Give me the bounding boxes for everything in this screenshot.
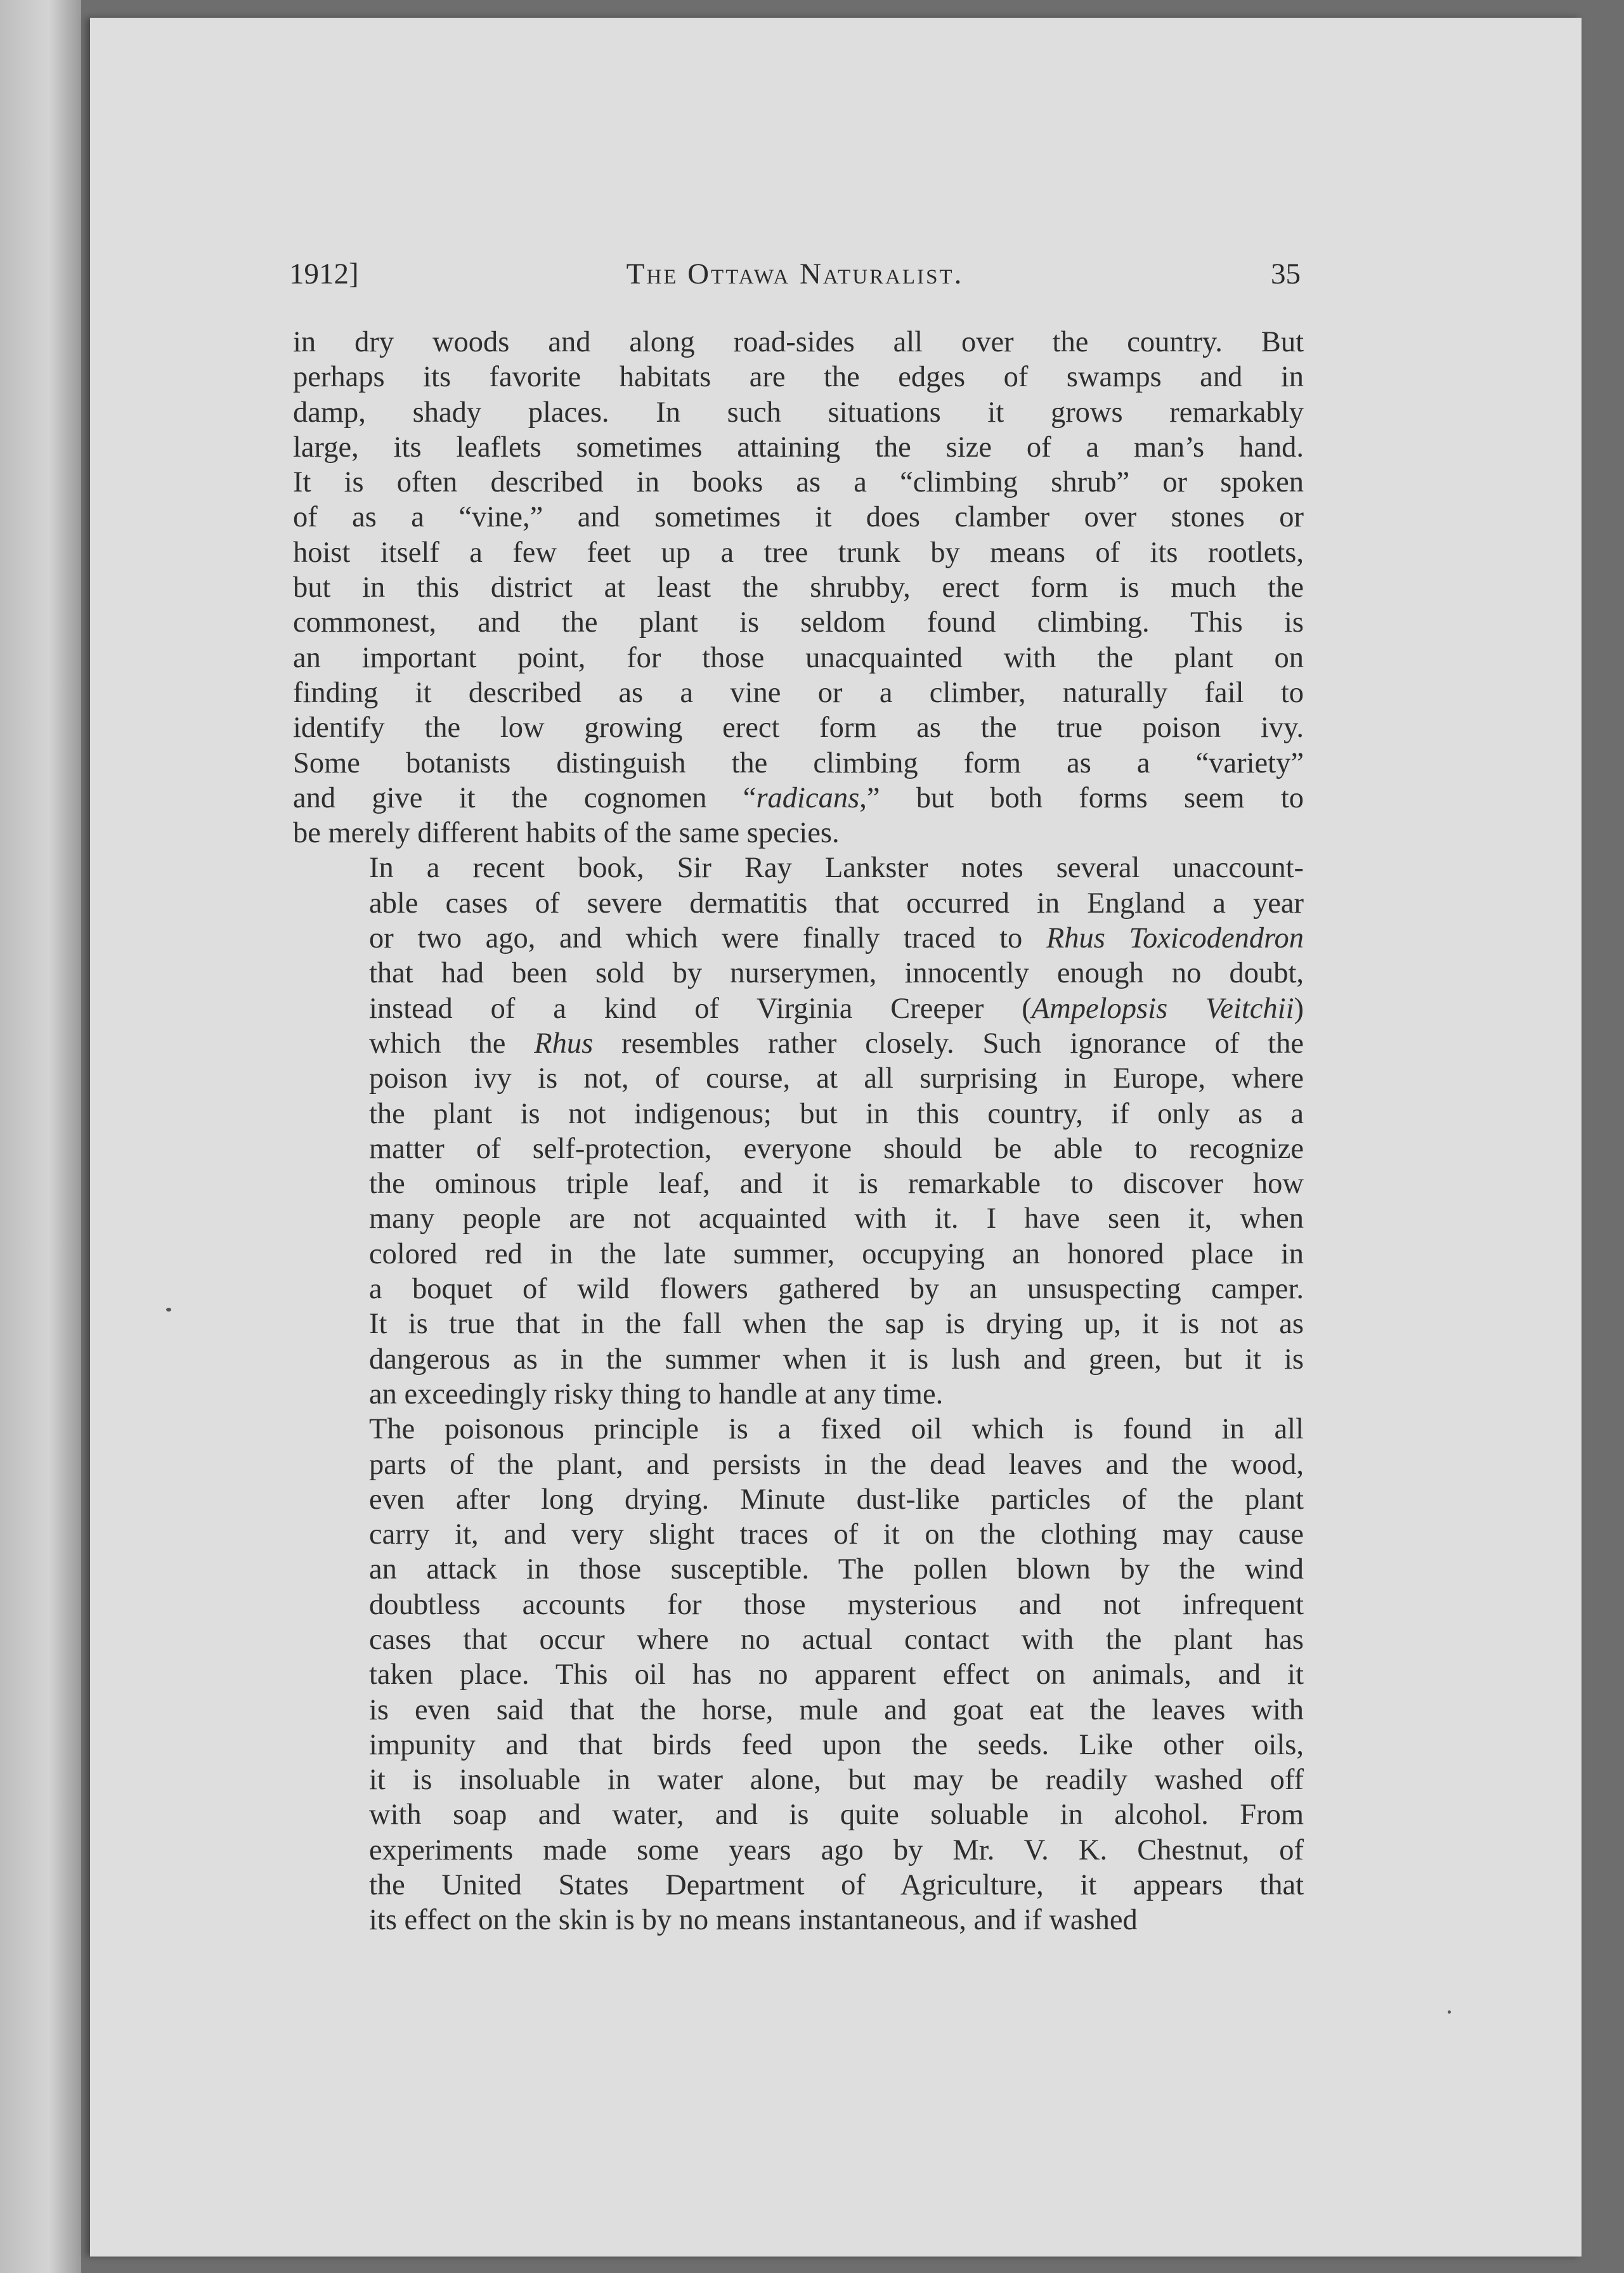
text-line [293,325,1304,360]
text-line [293,816,1304,850]
text-line [293,675,1304,710]
text-run: dangerous as in the summer when it is lush and green, but it is [369,1343,1304,1376]
text-line [293,1797,1304,1832]
text-line [293,360,1304,394]
text-line [293,1342,1304,1377]
text-line [293,430,1304,465]
text-line [293,1622,1304,1657]
text-run: an exceedingly risky thing to handle at any time. [369,1377,944,1410]
scan-speck [166,1308,171,1312]
text-run: it is insoluable in water alone, but may be readily washed off [369,1764,1304,1797]
text-run: In a recent book, Sir Ray Lankster notes several unaccount- [369,852,1304,885]
text-line [293,1412,1304,1447]
text-line [293,1131,1304,1166]
text-line [293,1097,1304,1131]
text-run: instead of a kind of Virginia Creeper ( [369,992,1032,1025]
text-run: and give it the cognomen “ [293,781,757,814]
page-number: 35 [1271,257,1301,290]
text-line [293,605,1304,640]
text-line [293,1657,1304,1692]
text-line [293,1868,1304,1903]
text-run: The poisonous principle is a fixed oil which is found in all [369,1413,1304,1446]
text-line [293,1482,1304,1517]
paragraph [293,325,1304,850]
text-line [293,535,1304,570]
italic-term: radicans [756,781,860,814]
text-line [293,1306,1304,1341]
text-line [293,1447,1304,1482]
text-line [293,1061,1304,1096]
text-line [293,710,1304,745]
text-run: colored red in the late summer, occupying an honored place in [369,1237,1304,1270]
text-run: large, its leaflets sometimes attaining the size of a man’s hand. [293,431,1304,464]
running-head [289,249,1301,299]
previous-page-edge [0,0,81,2273]
text-line [293,465,1304,500]
text-line [293,1552,1304,1587]
journal-title: The Ottawa Naturalist. [626,257,964,290]
text-run: many people are not acquainted with it. I have seen it, when [369,1202,1304,1235]
italic-term: Rhus [534,1027,594,1060]
text-line [293,1693,1304,1728]
text-run: the United States Department of Agriculture, it appears that [369,1869,1304,1902]
text-run: a boquet of wild flowers gathered by an unsuspecting camper. [369,1273,1304,1306]
text-line [293,641,1304,675]
text-line [293,1833,1304,1868]
header-year: 1912] [289,257,359,290]
text-run: or two ago, and which were finally traced to [369,922,1046,955]
text-run: commonest, and the plant is seldom found climbing. This is [293,606,1304,639]
text-run: carry it, and very slight traces of it on the clothing may cause [369,1518,1304,1551]
text-run: even after long drying. Minute dust-like particles of the plant [369,1483,1304,1516]
text-run: finding it described as a vine or a climber, naturally fail to [293,676,1304,709]
text-line [293,500,1304,535]
text-run: matter of self-protection, everyone should be able to recognize [369,1132,1304,1165]
text-line [293,1728,1304,1762]
text-run: is even said that the horse, mule and goat eat the leaves with [369,1693,1304,1726]
text-line [293,991,1304,1026]
text-run: be merely different habits of the same species. [293,817,840,850]
text-run: in dry woods and along road-sides all over the country. But [293,326,1304,358]
text-line [293,850,1304,885]
paragraph [293,850,1304,1412]
text-run: damp, shady places. In such situations it grows remarkably [293,396,1304,429]
text-line [293,1903,1304,1938]
text-run: which the [369,1027,535,1060]
text-run: ,” but both forms seem to [859,781,1304,814]
text-line [293,1762,1304,1797]
text-line [293,1377,1304,1412]
text-line [293,1166,1304,1201]
text-run: poison ivy is not, of course, at all surprising in Europe, where [369,1062,1304,1095]
text-run: of as a “vine,” and sometimes it does clamber over stones or [293,501,1304,534]
text-run: impunity and that birds feed upon the seeds. Like other oils, [369,1728,1304,1761]
text-run: but in this district at least the shrubby, erect form is much the [293,571,1304,604]
text-run: Some botanists distinguish the climbing form as a “variety” [293,746,1304,779]
text-run: the plant is not indigenous; but in this country, if only as a [369,1097,1304,1130]
text-run: perhaps its favorite habitats are the edges of swamps and in [293,361,1304,394]
scan-speck [1448,2010,1451,2014]
text-run: the ominous triple leaf, and it is remarkable to discover how [369,1168,1304,1201]
text-run: hoist itself a few feet up a tree trunk by means of its rootlets, [293,536,1304,569]
text-run: an important point, for those unacquainted with the plant on [293,641,1304,674]
text-line [293,395,1304,430]
text-line [293,570,1304,605]
text-line [293,1587,1304,1622]
text-run: that had been sold by nurserymen, innocently enough no doubt, [369,957,1304,990]
italic-term: Rhus Toxicodendron [1046,922,1304,955]
text-line [293,1201,1304,1236]
text-run: It is true that in the fall when the sap is drying up, it is not as [369,1308,1304,1341]
text-line [293,921,1304,956]
text-line [293,746,1304,781]
paragraph [293,1412,1304,1938]
text-run: able cases of severe dermatitis that occurred in England a year [369,887,1304,920]
text-run: ) [1294,992,1304,1025]
text-run: with soap and water, and is quite soluable in alcohol. From [369,1799,1304,1832]
text-run: parts of the plant, and persists in the dead leaves and the wood, [369,1448,1304,1481]
text-run: its effect on the skin is by no means instantaneous, and if washed [369,1904,1138,1937]
text-line [293,956,1304,991]
text-run: resembles rather closely. Such ignorance of the [593,1027,1304,1060]
text-run: an attack in those susceptible. The pollen blown by the wind [369,1553,1304,1586]
text-line [293,1272,1304,1306]
text-run: doubtless accounts for those mysterious and not infrequent [369,1588,1304,1621]
article-body [293,325,1304,1938]
italic-term: Ampelopsis Veitchii [1031,992,1294,1025]
text-line [293,1237,1304,1272]
text-line [293,1026,1304,1061]
text-run: identify the low growing erect form as the true poison ivy. [293,712,1304,745]
text-run: It is often described in books as a “climbing shrub” or spoken [293,466,1304,499]
text-line [293,886,1304,921]
text-run: experiments made some years ago by Mr. V. K. Chestnut, of [369,1833,1304,1866]
text-line [293,1517,1304,1552]
text-run: cases that occur where no actual contact with the plant has [369,1623,1304,1656]
text-run: taken place. This oil has no apparent effect on animals, and it [369,1658,1304,1691]
text-line [293,781,1304,816]
